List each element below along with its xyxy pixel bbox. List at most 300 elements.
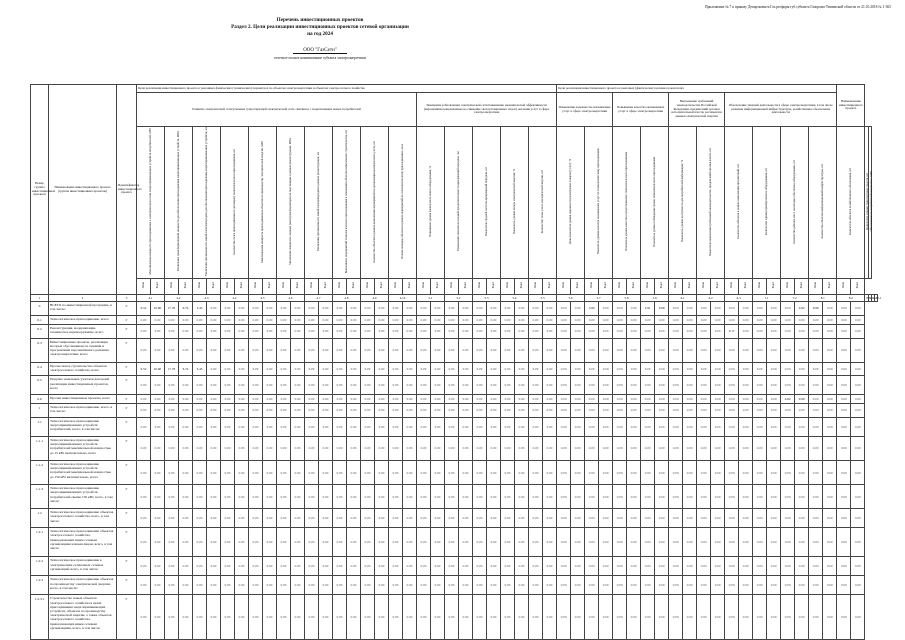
value-cell: 0.00	[599, 338, 613, 362]
value-cell: 0.00	[515, 376, 529, 395]
value-cell: 0.00	[529, 557, 543, 576]
row-identifier: Г	[117, 404, 137, 418]
value-cell: 0.00	[151, 324, 165, 338]
value-cell: 0.00	[753, 315, 767, 324]
value-cell: 0.00	[683, 395, 697, 404]
value-cell: 0.00	[515, 436, 529, 460]
value-cell: 0.00	[277, 528, 291, 557]
value-cell: 0.00	[221, 376, 235, 395]
value-cell: 0.00	[389, 509, 403, 528]
value-cell: 17.76	[165, 362, 179, 376]
value-cell: 0.00	[837, 509, 851, 528]
value-cell: 0.00	[781, 461, 795, 485]
column-number: 8.3	[866, 295, 871, 300]
value-cell: 0.00	[165, 338, 179, 362]
value-cell: 0.00	[151, 376, 165, 395]
value-cell: 0.00	[641, 436, 655, 460]
value-cell: 0.00	[277, 461, 291, 485]
value-cell: 0.00	[459, 324, 473, 338]
value-cell: 0.00	[403, 404, 417, 418]
plan-header	[725, 279, 739, 295]
value-cell: 0.00	[585, 404, 599, 418]
column-number: 4.5	[249, 295, 277, 302]
value-cell: 0.00	[711, 576, 725, 595]
column-number: 5.3	[473, 295, 501, 302]
value-cell: 0.00	[431, 338, 445, 362]
value-cell: 0.00	[739, 595, 753, 640]
value-cell: 0.00	[669, 557, 683, 576]
value-cell: 0.00	[207, 302, 221, 316]
value-cell: 0.00	[557, 436, 571, 460]
value-cell: 0.00	[305, 362, 319, 376]
value-cell: 0.00	[753, 324, 767, 338]
value-cell: 0.00	[515, 557, 529, 576]
plan-fact-label: План	[672, 282, 677, 289]
value-cell: 0.00	[249, 576, 263, 595]
value-cell: 0.00	[249, 315, 263, 324]
value-cell: 0.00	[417, 376, 431, 395]
indicator-label: Показатель уровня соблюдения сроков технологического присоединения	[651, 156, 656, 247]
value-cell: 0.00	[403, 302, 417, 316]
value-cell: 0.00	[459, 362, 473, 376]
value-cell: 0.00	[473, 576, 487, 595]
plan-fact-label: Факт	[378, 282, 383, 289]
indicator-header-22	[725, 127, 753, 279]
value-cell: 0.00	[557, 528, 571, 557]
subgroup-header-sub_a1: Развитие электрической сети/усиление существующей электрической сети, связанное с подключением новых потребителей	[137, 93, 417, 127]
value-cell: 0.00	[697, 376, 711, 395]
indicator-label: Показатель уровня качества осуществляемого технологического присоединения	[623, 152, 628, 251]
value-cell: 0.00	[683, 509, 697, 528]
value-cell: 0.00	[683, 595, 697, 640]
value-cell: 0.00	[627, 557, 641, 576]
value-cell: 0.00	[739, 362, 753, 376]
indicator-label: Увеличение мощности силовых (авто)трансформаторов на подстанциях в рамках реконструкции, МВА	[287, 138, 292, 266]
value-cell: 0.00	[851, 461, 865, 485]
value-cell: 0.00	[305, 557, 319, 576]
value-cell: 0.00	[361, 418, 375, 437]
value-cell: 0.00	[725, 509, 739, 528]
plan-fact-label: Факт	[350, 282, 355, 289]
value-cell: 0.00	[809, 557, 823, 576]
value-cell: 0.00	[417, 404, 431, 418]
value-cell: 0.00	[207, 485, 221, 509]
value-cell: 0.00	[235, 315, 249, 324]
value-cell: 0.00	[445, 315, 459, 324]
value-cell: 0.00	[417, 338, 431, 362]
value-cell: 0.00	[459, 461, 473, 485]
value-cell: 0.00	[165, 595, 179, 640]
value-cell: 0.00	[277, 576, 291, 595]
value-cell: 0.00	[319, 404, 333, 418]
value-cell: 0.00	[319, 485, 333, 509]
value-cell: 0.00	[837, 418, 851, 437]
value-cell: 0.00	[165, 376, 179, 395]
value-cell: 0.00	[697, 338, 711, 362]
value-cell: 0.00	[375, 404, 389, 418]
value-cell: 0.00	[599, 324, 613, 338]
value-cell: 0.00	[641, 485, 655, 509]
value-cell: 0.00	[585, 395, 599, 404]
indicator-label: Увеличение протяженности линий электропередачи для обеспечения присоединения энергопринимающих устройств, км	[203, 127, 208, 277]
value-cell: 0.00	[333, 576, 347, 595]
document-title: Перечень инвестиционных проектов	[276, 17, 364, 23]
value-cell: 0.00	[711, 302, 725, 316]
plan-fact-label: План	[224, 282, 229, 289]
value-cell: 0.00	[795, 418, 809, 437]
fact-header	[739, 279, 753, 295]
value-cell: 0.00	[823, 338, 837, 362]
value-cell: 0.00	[235, 557, 249, 576]
value-cell: 0.00	[417, 418, 431, 437]
value-cell: 0.00	[823, 302, 837, 316]
value-cell: 0.00	[501, 576, 515, 595]
value-cell: 0.00	[403, 338, 417, 362]
value-cell: 0.00	[277, 362, 291, 376]
value-cell: 0.00	[263, 362, 277, 376]
table-row	[31, 302, 878, 316]
value-cell: 0.00	[305, 324, 319, 338]
column-number: 8.1	[809, 295, 837, 302]
value-cell: 0.00	[571, 315, 585, 324]
value-cell: 0.00	[613, 404, 627, 418]
column-number: 4.2	[165, 295, 193, 302]
value-cell: 0.00	[487, 395, 501, 404]
value-cell: 0.00	[403, 324, 417, 338]
plan-header	[361, 279, 375, 295]
value-cell: 0.00	[291, 302, 305, 316]
value-cell: 0.00	[711, 528, 725, 557]
value-cell: 0.00	[571, 436, 585, 460]
row-name: Реконструкция, модернизация, техническое перевооружение, всего	[49, 324, 117, 338]
value-cell: 0.00	[515, 338, 529, 362]
indicator-label: Увеличение протяженности линий электропередачи в рамках реконструкции, км	[315, 152, 320, 252]
value-cell: 0.00	[291, 557, 305, 576]
value-cell: 0.00	[347, 324, 361, 338]
value-cell: 0.00	[501, 418, 515, 437]
value-cell: 0.00	[767, 395, 781, 404]
row-identifier: Г	[117, 395, 137, 404]
value-cell: 0.00	[585, 528, 599, 557]
value-cell: 0.00	[627, 436, 641, 460]
value-cell: 0.00	[389, 338, 403, 362]
value-cell: 0.00	[641, 315, 655, 324]
column-number: 6.3	[725, 295, 753, 302]
value-cell: 0.00	[781, 338, 795, 362]
value-cell: 0.00	[473, 509, 487, 528]
indicator-header-9	[361, 127, 389, 279]
value-cell: 0.00	[739, 528, 753, 557]
value-cell: 4.82	[781, 395, 795, 404]
value-cell: 0.52	[137, 362, 151, 376]
value-cell: 0.00	[431, 376, 445, 395]
value-cell: 0.00	[347, 338, 361, 362]
value-cell: 0.00	[655, 418, 669, 437]
value-cell: 0.00	[837, 595, 851, 640]
value-cell: 0.00	[305, 395, 319, 404]
value-cell: 0.00	[823, 557, 837, 576]
row-name: Прочие инвестиционные проекты, всего	[49, 395, 117, 404]
column-number: 4.3	[193, 295, 221, 302]
value-cell: 0.00	[487, 404, 501, 418]
value-cell: 0.00	[389, 485, 403, 509]
value-cell: 0.00	[305, 461, 319, 485]
value-cell: 0.00	[249, 461, 263, 485]
indicator-label: Выполнение мероприятий технологического присоединения в отношении объектов капитального строительства, шт	[343, 129, 348, 274]
plan-fact-label: План	[532, 282, 537, 289]
indicator-header-12	[445, 127, 473, 279]
value-cell: 0.00	[571, 404, 585, 418]
value-cell: 0.00	[165, 436, 179, 460]
group-b-header: Цели реализации инвестиционного проекта в рамочных (фактических) целевых показателях	[557, 85, 837, 93]
value-cell: 0.00	[823, 324, 837, 338]
value-cell: 0.00	[697, 485, 711, 509]
indicator-label: Полная площадь объектов в рамках мероприятий по технологическому присоединению, кв.м	[399, 144, 404, 259]
value-cell: 0.00	[529, 395, 543, 404]
value-cell: 0.00	[823, 395, 837, 404]
value-cell: 0.00	[431, 324, 445, 338]
value-cell: 0.00	[515, 315, 529, 324]
indicator-label: Обеспеченность потребителей мощностью, МВт	[868, 171, 873, 232]
value-cell: 0.00	[473, 404, 487, 418]
value-cell: 0.00	[459, 302, 473, 316]
value-cell: 0.00	[487, 528, 501, 557]
value-cell: 0.00	[739, 404, 753, 418]
value-cell: 0.00	[655, 461, 669, 485]
indicator-header-15	[529, 127, 557, 279]
plan-header	[837, 279, 851, 295]
value-cell: 0.00	[473, 315, 487, 324]
fact-header	[571, 279, 585, 295]
subgroup-header-sub_b1: Повышение надежности оказываемых услуг в сфере электроэнергетики	[557, 93, 613, 127]
value-cell: 0.00	[851, 404, 865, 418]
value-cell: 0.00	[221, 404, 235, 418]
value-cell: 0.00	[627, 376, 641, 395]
value-cell: 0.00	[655, 509, 669, 528]
fact-header	[375, 279, 389, 295]
value-cell: 9.99	[655, 302, 669, 316]
value-cell: 0.00	[669, 395, 683, 404]
value-cell: 0.00	[515, 362, 529, 376]
value-cell: 0.00	[725, 436, 739, 460]
value-cell: 0.00	[697, 528, 711, 557]
value-cell: 0.00	[333, 324, 347, 338]
value-cell: 0.00	[235, 595, 249, 640]
column-number: 4.1	[137, 295, 165, 302]
col-code-header: Номер группы инвестиционных проектов	[31, 85, 49, 295]
value-cell: 0.00	[277, 595, 291, 640]
value-cell: 0.00	[417, 595, 431, 640]
value-cell: 0.00	[459, 404, 473, 418]
value-cell: 0.00	[781, 557, 795, 576]
table-row	[31, 376, 878, 395]
indicator-header-26	[837, 127, 865, 279]
value-cell: 0.00	[627, 302, 641, 316]
value-cell: 0.00	[417, 485, 431, 509]
row-identifier: Г	[117, 418, 137, 437]
value-cell: 0.00	[585, 436, 599, 460]
value-cell: 0.00	[305, 404, 319, 418]
value-cell: 0.00	[823, 436, 837, 460]
value-cell: 0.00	[277, 436, 291, 460]
value-cell: 0.00	[795, 485, 809, 509]
value-cell: 0.00	[431, 404, 445, 418]
value-cell: 0.00	[207, 324, 221, 338]
value-cell: 0.00	[501, 362, 515, 376]
value-cell: 0.00	[221, 315, 235, 324]
value-cell: 0.00	[221, 576, 235, 595]
value-cell: 0.00	[655, 404, 669, 418]
value-cell: 0.00	[753, 485, 767, 509]
value-cell: 0.00	[585, 362, 599, 376]
value-cell: 0.00	[683, 315, 697, 324]
value-cell: 0.00	[627, 404, 641, 418]
value-cell: 0.00	[431, 302, 445, 316]
value-cell: 0.00	[697, 595, 711, 640]
value-cell: 0.00	[781, 485, 795, 509]
value-cell: 0.00	[711, 557, 725, 576]
value-cell: 0.00	[837, 376, 851, 395]
indicator-header-6	[277, 127, 305, 279]
value-cell: 0.00	[739, 509, 753, 528]
value-cell: 0.00	[767, 557, 781, 576]
value-cell: 0.00	[697, 324, 711, 338]
value-cell: 0.00	[361, 362, 375, 376]
indicator-header-25	[809, 127, 837, 279]
value-cell: 0.00	[809, 338, 823, 362]
indicator-label: Количество объектов в рамках выполнения предписаний, шт	[735, 164, 740, 240]
value-cell: 0.00	[543, 528, 557, 557]
value-cell: 0.00	[291, 404, 305, 418]
value-cell: 0.00	[193, 576, 207, 595]
plan-fact-label: Факт	[602, 282, 607, 289]
value-cell: 0.00	[599, 557, 613, 576]
value-cell: 0.00	[501, 436, 515, 460]
column-number: 9.1	[869, 295, 874, 300]
column-number: 4.10	[389, 295, 417, 302]
value-cell: 0.00	[431, 595, 445, 640]
value-cell: 0.00	[725, 557, 739, 576]
value-cell: 0.00	[557, 461, 571, 485]
plan-fact-label: Факт	[827, 282, 832, 289]
value-cell: 0.00	[193, 528, 207, 557]
row-name: Технологическое присоединение энергопринимающих устройств потребителей, всего, в том числе:	[49, 418, 117, 437]
value-cell: 0.00	[305, 436, 319, 460]
plan-header	[305, 279, 319, 295]
value-cell: 0.00	[403, 315, 417, 324]
value-cell: 0.00	[193, 376, 207, 395]
indicator-header-3	[193, 127, 221, 279]
value-cell: 0.00	[291, 576, 305, 595]
value-cell: 0.00	[501, 461, 515, 485]
row-identifier: Г	[117, 557, 137, 576]
value-cell: 0.00	[361, 528, 375, 557]
value-cell: 0.00	[781, 595, 795, 640]
value-cell: 0.00	[809, 509, 823, 528]
value-cell: 0.00	[823, 315, 837, 324]
value-cell: 0.00	[193, 324, 207, 338]
value-cell: 0.00	[375, 376, 389, 395]
value-cell: 0.00	[725, 395, 739, 404]
value-cell: 0.00	[697, 315, 711, 324]
value-cell: 0.00	[361, 376, 375, 395]
value-cell: 0.00	[725, 418, 739, 437]
value-cell: 0.00	[193, 595, 207, 640]
value-cell: 0.00	[543, 418, 557, 437]
value-cell: 0.00	[431, 362, 445, 376]
value-cell: 0.00	[613, 485, 627, 509]
row-identifier: Г	[117, 509, 137, 528]
value-cell: 0.00	[739, 315, 753, 324]
indicator-header-7	[305, 127, 333, 279]
indicator-label: Количество объектов информационной инфраструктуры, шт	[820, 164, 825, 239]
value-cell: 0.00	[767, 436, 781, 460]
value-cell: 0.00	[347, 557, 361, 576]
value-cell: 0.00	[445, 302, 459, 316]
table-row	[31, 395, 878, 404]
plan-fact-label: Факт	[658, 282, 663, 289]
value-cell: 0.00	[305, 485, 319, 509]
organization-name: ООО "ГазСети"	[293, 48, 347, 54]
row-code: 0.4	[31, 362, 49, 376]
column-number: 4.4	[221, 295, 249, 302]
value-cell: 0.00	[417, 436, 431, 460]
table-row	[31, 436, 878, 460]
value-cell: 0.00	[655, 528, 669, 557]
value-cell: 0.00	[683, 436, 697, 460]
value-cell: 0.00	[809, 324, 823, 338]
value-cell: 0.00	[263, 576, 277, 595]
value-cell: 0.00	[235, 461, 249, 485]
value-cell: 0.00	[557, 338, 571, 362]
value-cell: 0.00	[599, 485, 613, 509]
value-cell: 0.00	[543, 404, 557, 418]
value-cell: 0.00	[585, 376, 599, 395]
row-name: Технологическое присоединение, всего	[49, 315, 117, 324]
value-cell: 0.00	[753, 528, 767, 557]
value-cell: 0.00	[627, 315, 641, 324]
value-cell: 0.00	[235, 302, 249, 316]
value-cell: 0.00	[179, 315, 193, 324]
value-cell: 0.00	[655, 557, 669, 576]
value-cell: 0.00	[585, 595, 599, 640]
value-cell: 0.00	[277, 324, 291, 338]
title-block	[0, 17, 640, 61]
value-cell: 0.00	[263, 404, 277, 418]
indicator-label: Увеличение трансформаторной мощности для обеспечения присоединения энергопринимающих устройств, МВА	[175, 131, 180, 272]
value-cell: 0.00	[529, 418, 543, 437]
row-code: 1.1	[31, 418, 49, 437]
value-cell: 0.00	[739, 395, 753, 404]
value-cell: 0.00	[711, 404, 725, 418]
value-cell: 0.00	[263, 485, 277, 509]
value-cell: 0.00	[851, 395, 865, 404]
value-cell: 0.00	[263, 395, 277, 404]
value-cell: 0.00	[473, 362, 487, 376]
value-cell: 0.00	[767, 404, 781, 418]
value-cell: 0.00	[641, 557, 655, 576]
value-cell: 0.00	[739, 302, 753, 316]
value-cell: 0.00	[291, 362, 305, 376]
value-cell: 0.00	[571, 362, 585, 376]
value-cell: 0.00	[739, 338, 753, 362]
value-cell: 0.00	[543, 509, 557, 528]
value-cell: 0.00	[585, 576, 599, 595]
column-number: 5.7	[585, 295, 613, 302]
value-cell: 0.00	[571, 485, 585, 509]
value-cell: 0.00	[375, 528, 389, 557]
value-cell: 0.00	[375, 436, 389, 460]
